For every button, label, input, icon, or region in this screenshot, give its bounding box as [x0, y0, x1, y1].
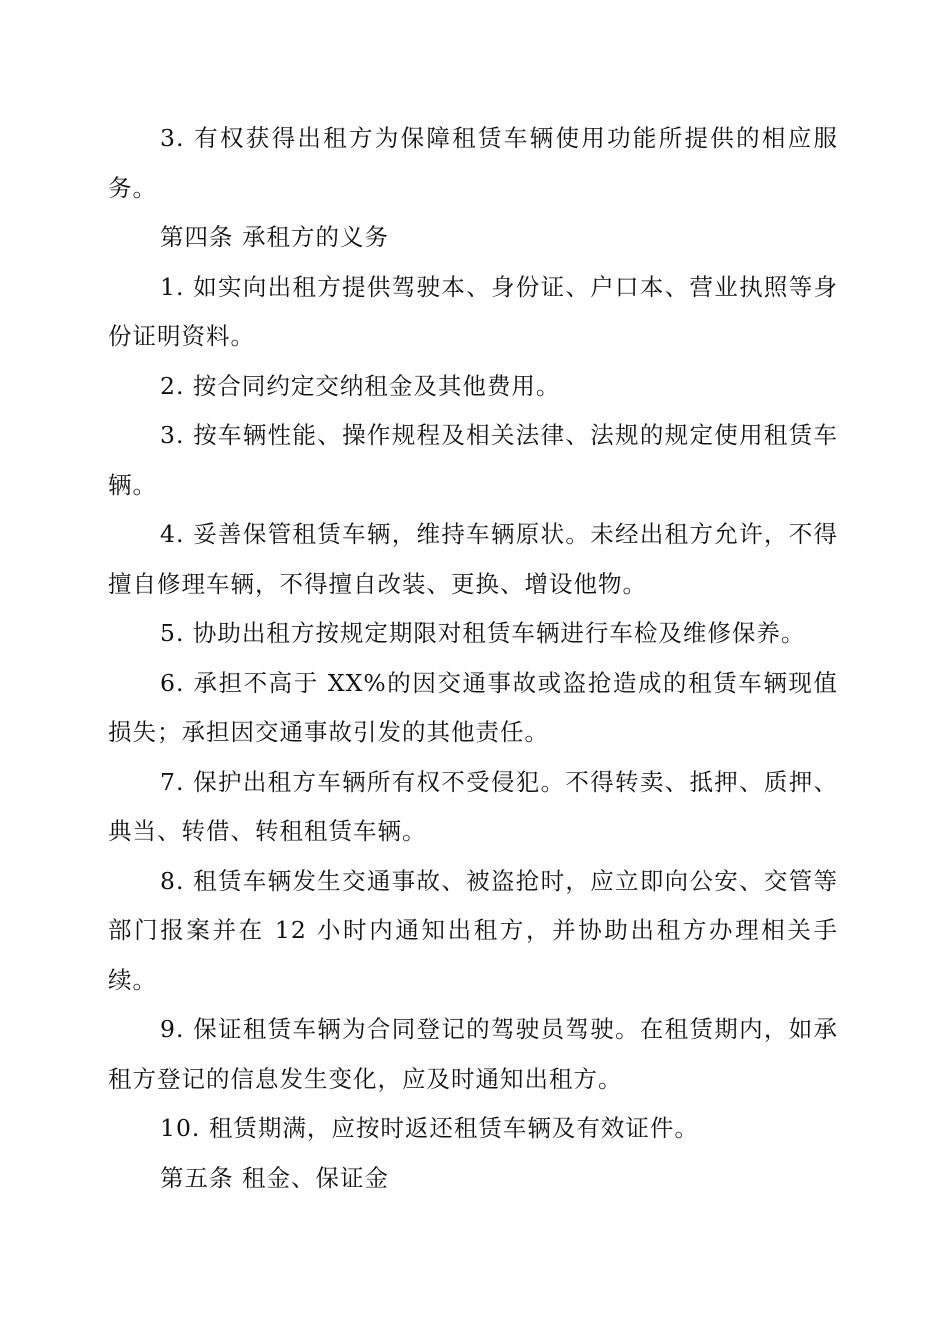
clause-item-7: 7. 保护出租方车辆所有权不受侵犯。不得转卖、抵押、质押、典当、转借、转租租赁车辆。 — [108, 767, 838, 845]
clause-item-6: 6. 承担不高于 XX%的因交通事故或盗抢造成的租赁车辆现值损失；承担因交通事故引发的其他责任。 — [108, 668, 838, 746]
clause-item-3-rights: 3. 有权获得出租方为保障租赁车辆使用功能所提供的相应服务。 — [108, 124, 838, 202]
clause-item-3: 3. 按车辆性能、操作规程及相关法律、法规的规定使用租赁车辆。 — [108, 421, 838, 499]
clause-item-1: 1. 如实向出租方提供驾驶本、身份证、户口本、营业执照等身份证明资料。 — [108, 272, 838, 350]
clause-item-5: 5. 协助出租方按规定期限对租赁车辆进行车检及维修保养。 — [160, 619, 806, 647]
section-heading-article-4: 第四条 承租方的义务 — [160, 223, 389, 251]
clause-item-10: 10. 租赁期满，应按时返还租赁车辆及有效证件。 — [160, 1114, 699, 1142]
section-heading-article-5: 第五条 租金、保证金 — [160, 1163, 389, 1192]
document-body — [108, 114, 838, 1203]
clause-item-9: 9. 保证租赁车辆为合同登记的驾驶员驾驶。在租赁期内，如承租方登记的信息发生变化，应及时通知出租方。 — [108, 1015, 838, 1093]
clause-item-4: 4. 妥善保管租赁车辆，维持车辆原状。未经出租方允许，不得擅自修理车辆，不得擅自改装、更换、增设他物。 — [108, 520, 838, 598]
clause-item-2: 2. 按合同约定交纳租金及其他费用。 — [160, 371, 561, 400]
clause-item-8: 8. 租赁车辆发生交通事故、被盗抢时，应立即向公安、交管等部门报案并在 12 小时内通知出租方，并协助出租方办理相关手续。 — [108, 866, 838, 994]
